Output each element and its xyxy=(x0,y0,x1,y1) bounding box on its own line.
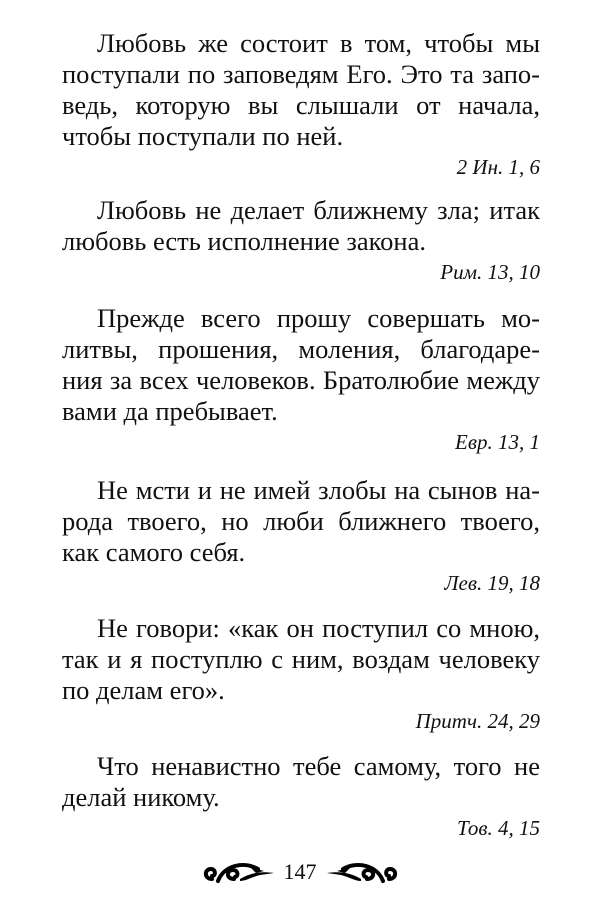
scripture-reference: Евр. 13, 1 xyxy=(455,430,540,454)
passage xyxy=(62,475,540,598)
passage-line: делай никому. xyxy=(62,782,220,812)
passage-line: вами да пребывает. xyxy=(62,396,278,426)
passage-line: Любовь не делает ближнему зла; итак xyxy=(97,195,540,225)
scripture-reference: Тов. 4, 15 xyxy=(456,816,540,840)
passage-line: Не говори: «как он поступил со мною, xyxy=(97,613,540,643)
passage xyxy=(62,613,540,736)
passage xyxy=(62,751,540,843)
passage xyxy=(62,28,540,182)
ornament-right-icon xyxy=(325,857,401,887)
passage-line: Любовь же состоит в том, чтобы мы xyxy=(97,28,540,58)
passage-line: Не мсти и не имей злобы на сынов на- xyxy=(97,475,540,505)
passage-line: Что ненавистно тебе самому, того не xyxy=(97,751,540,781)
scripture-reference: Притч. 24, 29 xyxy=(415,709,540,733)
passage xyxy=(62,195,540,287)
passage-line: так и я поступлю с ним, воздам человеку xyxy=(62,644,540,674)
scripture-reference: Рим. 13, 10 xyxy=(440,260,540,284)
passage-line: любовь есть исполнение закона. xyxy=(62,226,426,256)
scripture-reference: Лев. 19, 18 xyxy=(444,571,540,595)
passage-line: поступали по заповедям Его. Это та запо- xyxy=(62,59,540,89)
passage-line: ведь, которую вы слышали от начала, xyxy=(62,90,540,120)
page-footer xyxy=(0,855,600,889)
passage-line: чтобы поступали по ней. xyxy=(62,121,344,151)
ornament-left-icon xyxy=(200,857,276,887)
passage-line: как самого себя. xyxy=(62,537,246,567)
passage-line: ния за всех человеков. Братолюбие между xyxy=(62,365,540,395)
passage-line: литвы, прошения, моления, благодаре- xyxy=(62,334,540,364)
passage-line: Прежде всего прошу совершать мо- xyxy=(97,303,540,333)
passage-line: по делам его». xyxy=(62,675,225,705)
passage xyxy=(62,303,540,457)
passage-line: рода твоего, но люби ближнего твоего, xyxy=(62,506,540,536)
scripture-reference: 2 Ин. 1, 6 xyxy=(456,155,540,179)
page-number: 147 xyxy=(283,859,317,884)
